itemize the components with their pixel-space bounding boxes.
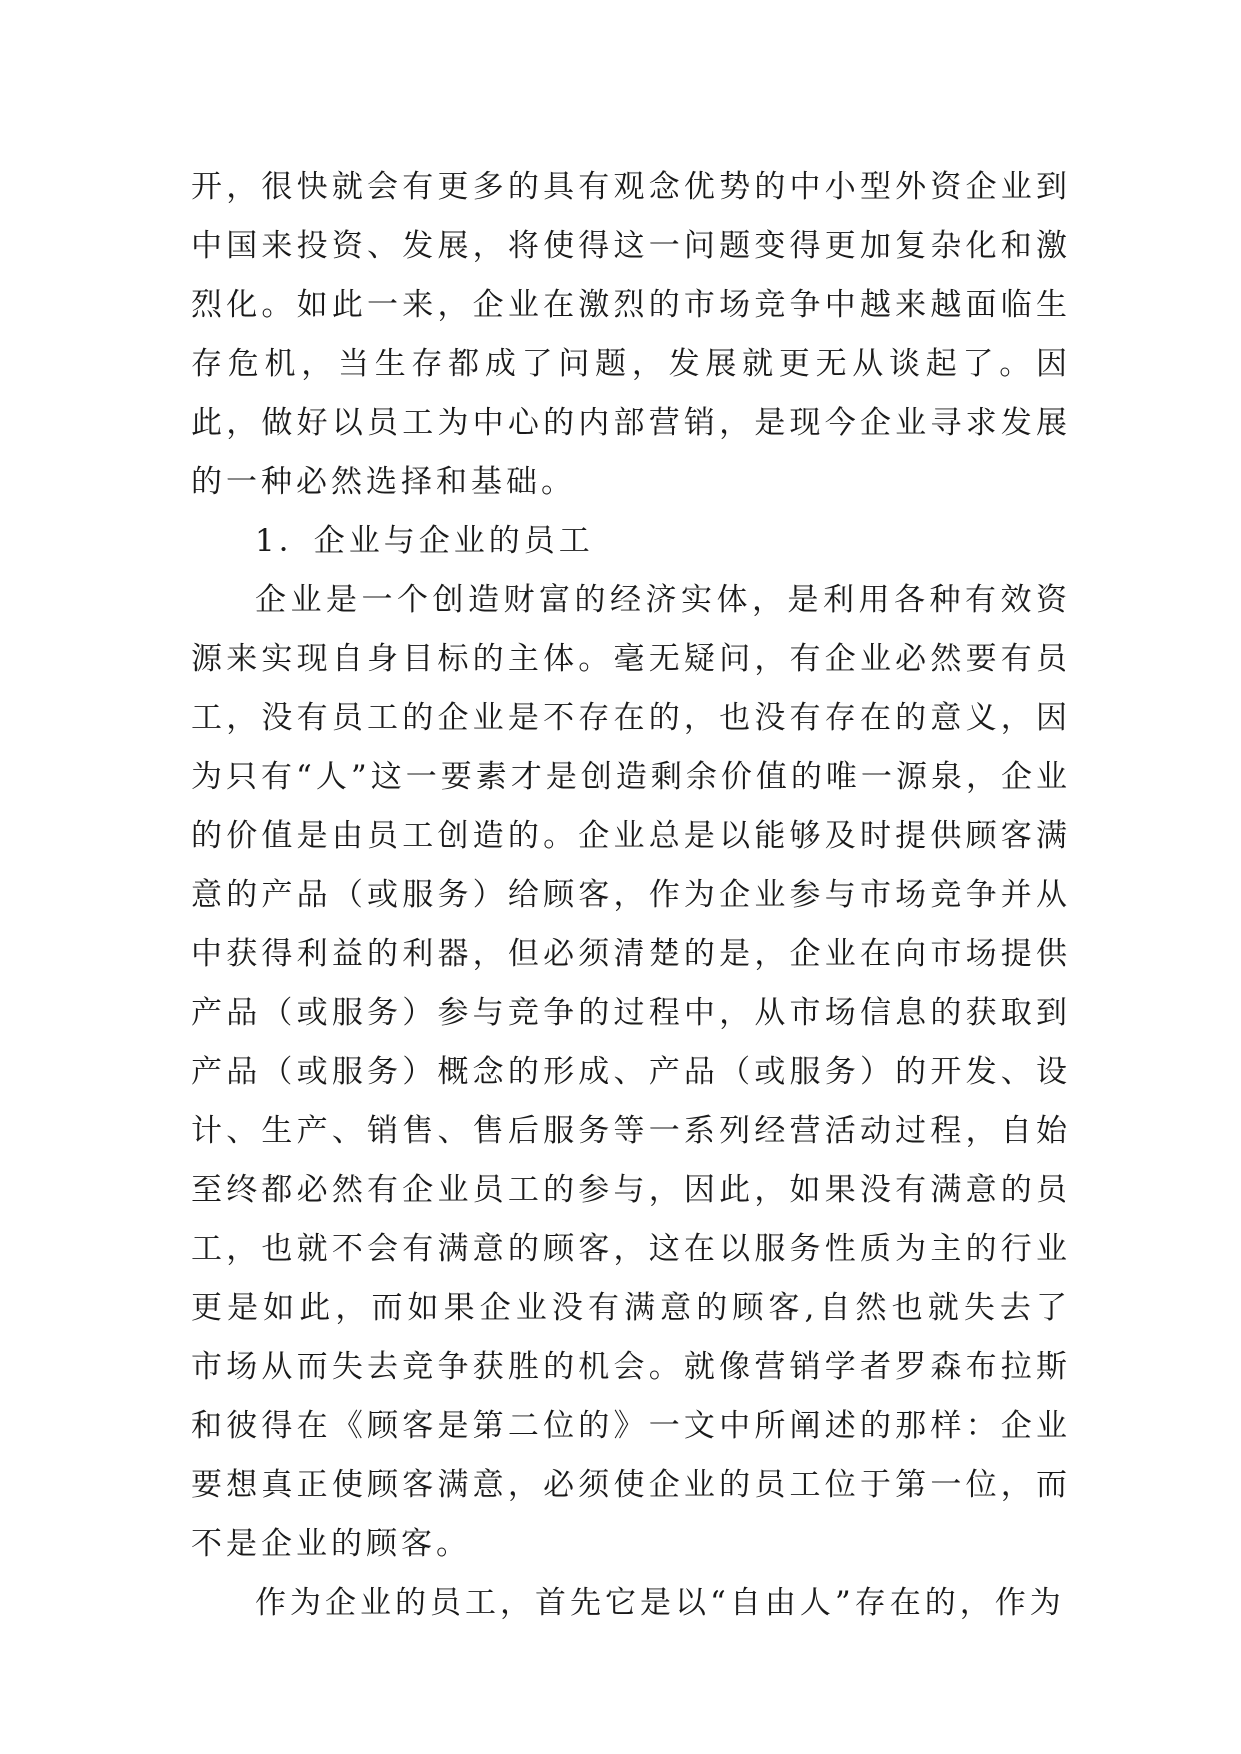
section-heading: 1．企业与企业的员工 — [255, 523, 594, 559]
paragraph-employee-free-person: 作为企业的员工，首先它是以“自由人”存在的，作为 — [255, 1585, 1065, 1621]
paragraph-enterprise-employees: 企业是一个创造财富的经济实体，是利用各种有效资源来实现自身目标的主体。毫无疑问，有企业必然要有员工，没有员工的企业是不存在的，也没有存在的意义，因为只有“人”这一要素才是创造剩余价值的唯一源泉，企业的价值是由员工创造的。企业总是以能够及时提供顾客满意的产品（或服务）给顾客，作为企业参与市场竞争并从中获得利益的利器，但必须清楚的是，企业在向市场提供产品（或服务）参与竞争的过程中，从市场信息的获取到产品（或服务）概念的形成、产品（或服务）的开发、设计、生产、销售、售后服务等一系列经营活动过程，自始至终都必然有企业员工的参与，因此，如果没有满意的员工，也就不会有满意的顾客，这在以服务性质为主的行业更是如此，而如果企业没有满意的顾客,自然也就失去了市场从而失去竞争获胜的机会。就像营销学者罗森布拉斯和彼得在《顾客是第二位的》一文中所阐述的那样：企业要想真正使顾客满意，必须使企业的员工位于第一位，而不是企业的顾客。 — [191, 582, 1071, 1562]
document-body — [191, 158, 1071, 1633]
paragraph-continuation: 开，很快就会有更多的具有观念优势的中小型外资企业到中国来投资、发展，将使得这一问题变得更加复杂化和激烈化。如此一来，企业在激烈的市场竞争中越来越面临生存危机，当生存都成了问题，发展就更无从谈起了。因此，做好以员工为中心的内部营销，是现今企业寻求发展的一种必然选择和基础。 — [191, 169, 1071, 500]
